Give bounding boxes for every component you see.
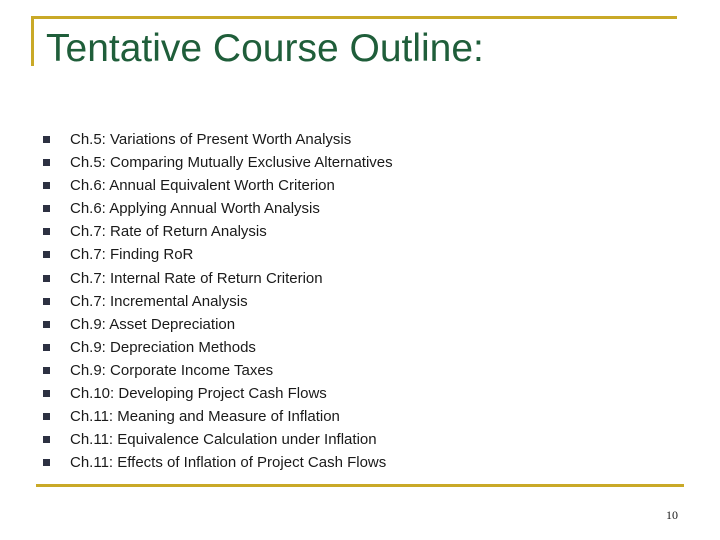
square-bullet-icon [43,251,50,258]
square-bullet-icon [43,182,50,189]
list-item [0,267,720,290]
list-item-label: Ch.7: Finding RoR [70,246,194,264]
square-bullet-icon [43,344,50,351]
list-item-label: Ch.11: Effects of Inflation of Project Cash Flows [70,454,387,472]
list-item-label: Ch.5: Variations of Present Worth Analysis [70,131,352,148]
list-item-label: Ch.7: Internal Rate of Return Criterion [70,269,323,287]
square-bullet-icon [43,228,50,235]
list-item-label: Ch.7: Incremental Analysis [70,292,248,310]
list-item-label: Ch.10: Developing Project Cash Flows [70,385,327,403]
list-item [0,243,720,266]
list-item-label: Ch.11: Equivalence Calculation under Inflation [70,431,377,449]
list-item [0,151,720,174]
left-frame-rule [31,16,34,66]
square-bullet-icon [43,159,50,166]
list-item-label: Ch.9: Depreciation Methods [70,338,256,356]
top-frame-rule [31,16,677,19]
square-bullet-icon [43,275,50,282]
list-item [0,220,720,243]
square-bullet-icon [43,321,50,328]
square-bullet-icon [43,205,50,212]
square-bullet-icon [43,136,50,143]
list-item [0,428,720,451]
bottom-frame-rule [36,484,684,487]
course-outline-list [0,128,720,474]
list-item [0,290,720,313]
square-bullet-icon [43,413,50,420]
list-item-label: Ch.9: Corporate Income Taxes [70,361,274,379]
list-item-label: Ch.5: Comparing Mutually Exclusive Alternatives [70,154,393,172]
square-bullet-icon [43,298,50,305]
slide-number: 10 [666,508,678,522]
list-item-label: Ch.11: Meaning and Measure of Inflation [70,408,340,426]
list-item-label: Ch.6: Applying Annual Worth Analysis [70,200,320,218]
square-bullet-icon [43,390,50,397]
list-item [0,197,720,220]
square-bullet-icon [43,367,50,374]
list-item [0,359,720,382]
list-item [0,405,720,428]
square-bullet-icon [43,436,50,443]
list-item [0,451,720,474]
list-item-label: Ch.7: Rate of Return Analysis [70,223,267,241]
list-item [0,336,720,359]
list-item-label: Ch.9: Asset Depreciation [70,315,236,333]
list-item [0,174,720,197]
list-item-label: Ch.6: Annual Equivalent Worth Criterion [70,177,335,195]
slide-title: Tentative Course Outline: [46,27,484,70]
square-bullet-icon [43,459,50,466]
list-item [0,128,720,151]
list-item [0,382,720,405]
list-item [0,313,720,336]
